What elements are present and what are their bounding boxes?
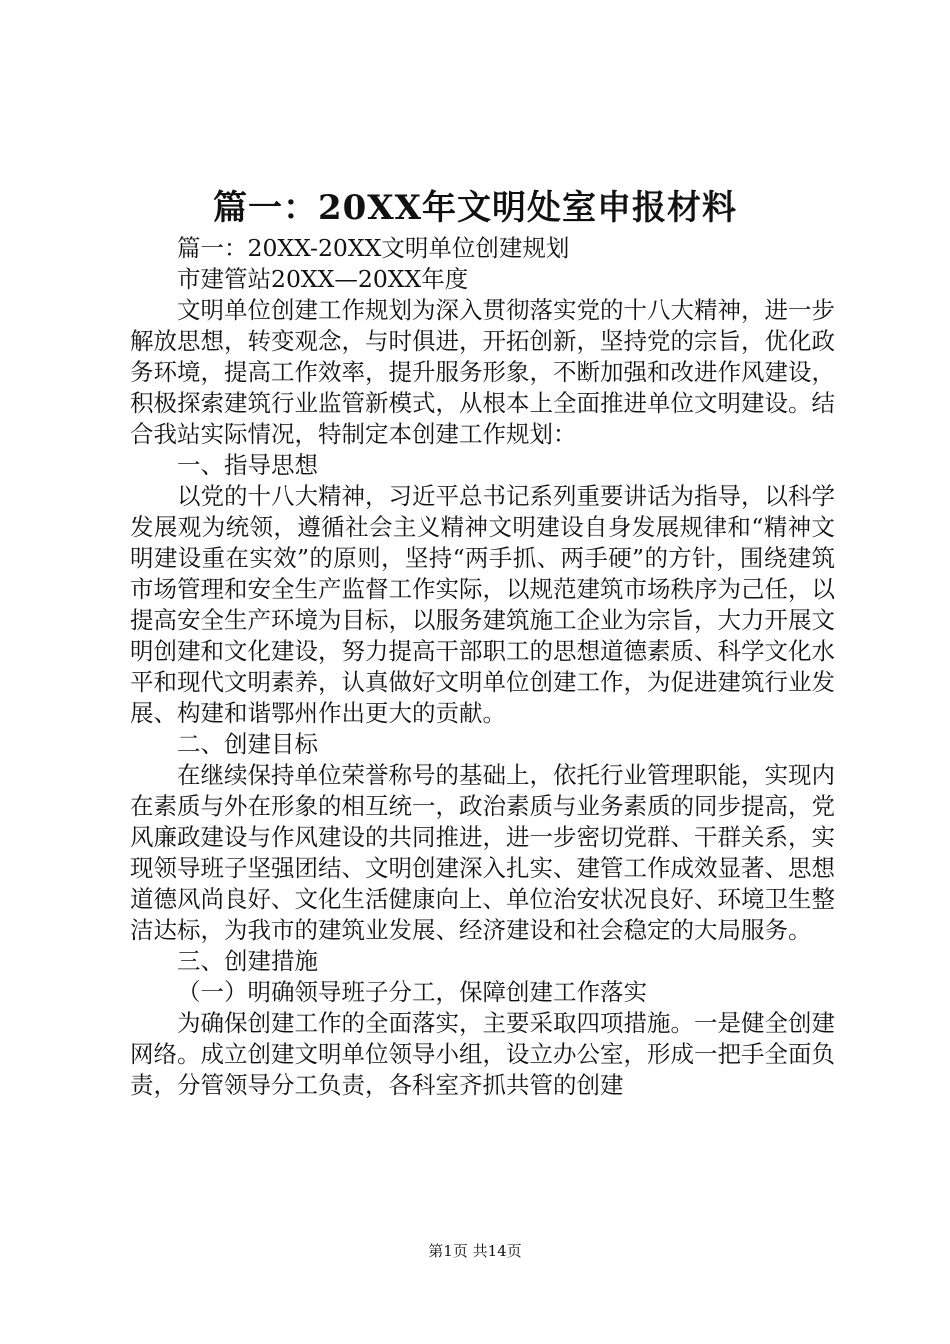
paragraph-goals: 在继续保持单位荣誉称号的基础上，依托行业管理职能，实现内在素质与外在形象的相互统一，政治素质与业务素质的同步提高，党风廉政建设与作风建设的共同推进，进一步密切党群、干群关系，实现领导班子坚强团结、文明创建深入扎实、建管工作成效显著、思想道德风尚良好、文化生活健康向上、单位治安状况良好、环境卫生整洁达标，为我市的建筑业发展、经济建设和社会稳定的大局服务。 bbox=[130, 761, 835, 944]
section-heading-goals: 二、创建目标 bbox=[177, 730, 318, 758]
document-body bbox=[130, 233, 835, 1101]
paragraph-guiding-thought: 以党的十八大精神，习近平总书记系列重要讲话为指导，以科学发展观为统领，遵循社会主义精神文明建设自身发展规律和“精神文明建设重在实效”的原则，坚持“两手抓、两手硬”的方针，围绕建筑市场管理和安全生产监督工作实际，以规范建筑市场秩序为己任，以提高安全生产环境为目标，以服务建筑施工企业为宗旨，大力开展文明创建和文化建设，努力提高干部职工的思想道德素质、科学文化水平和现代文明素养，认真做好文明单位创建工作，为促进建筑行业发展、构建和谐鄂州作出更大的贡献。 bbox=[130, 482, 835, 727]
paragraph-intro: 文明单位创建工作规划为深入贯彻落实党的十八大精神，进一步解放思想，转变观念，与时俱进，开拓创新，坚持党的宗旨，优化政务环境，提高工作效率，提升服务形象，不断加强和改进作风建设，积极探索建筑行业监管新模式，从根本上全面推进单位文明建设。结合我站实际情况，特制定本创建工作规划： bbox=[130, 296, 835, 448]
paragraph-subtitle: 篇一：20XX-20XX文明单位创建规划 bbox=[177, 234, 570, 262]
section-heading-guiding-thought: 一、指导思想 bbox=[177, 451, 318, 479]
paragraph-organization: 市建管站20XX—20XX年度 bbox=[177, 265, 469, 293]
paragraph-measures: 为确保创建工作的全面落实，主要采取四项措施。一是健全创建网络。成立创建文明单位领导小组，设立办公室，形成一把手全面负责，分管领导分工负责，各科室齐抓共管的创建 bbox=[130, 1009, 835, 1099]
document-title: 篇一：20XX年文明处室申报材料 bbox=[212, 188, 738, 228]
subsection-heading-leadership: （一）明确领导班子分工，保障创建工作落实 bbox=[177, 978, 647, 1006]
page-footer: 第1页 共14页 bbox=[428, 1242, 522, 1260]
section-heading-measures: 三、创建措施 bbox=[177, 947, 318, 975]
